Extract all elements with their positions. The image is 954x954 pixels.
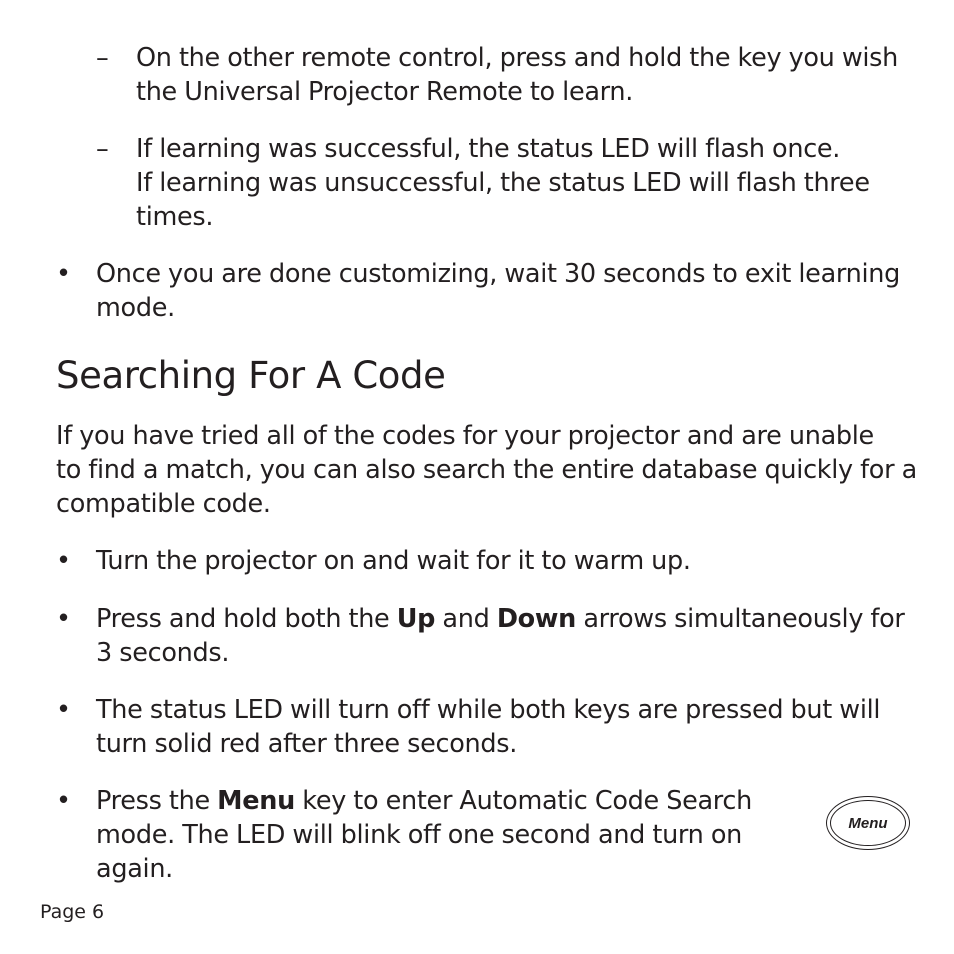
bullet-text [96,693,916,761]
bullet-hold-up-down [56,602,916,670]
text-line: the Universal Projector Remote to learn. [136,77,634,107]
section-heading: Searching For A Code [56,354,446,397]
text-line: If learning was unsuccessful, the status LED will flash three [136,168,870,198]
bullet-marker: • [56,604,71,634]
text-line: Turn the projector on and wait for it to warm up. [96,546,691,576]
bullet-text [96,257,916,325]
text-line: again. [96,854,173,884]
text-run: arrows simultaneously for [576,604,905,634]
bullet-text [96,602,916,670]
bullet-turn-on-projector [56,544,916,578]
intro-paragraph [56,419,936,521]
bullet-marker: • [56,695,71,725]
bullet-led-turns-off [56,693,916,761]
bullet-text [96,784,776,886]
text-line: If you have tried all of the codes for your projector and are unable [56,421,874,451]
bullet-press-menu [56,784,776,886]
bullet-marker: • [56,259,71,289]
text-line: times. [136,202,214,232]
text-line: 3 seconds. [96,638,230,668]
text-run: and [435,604,497,634]
sub-step-learn-key [96,41,916,109]
text-line: turn solid red after three seconds. [96,729,518,759]
bullet-text [96,544,916,578]
down-key-label: Down [496,604,577,634]
text-line: mode. [96,293,175,323]
bullet-marker: • [56,786,71,816]
menu-key-label: Menu [217,786,295,816]
text-line: Once you are done customizing, wait 30 seconds to exit learning [96,259,901,289]
up-key-label: Up [396,604,436,634]
text-line: compatible code. [56,489,271,519]
text-line: mode. The LED will blink off one second and turn on [96,820,743,850]
text-line: If learning was successful, the status LED will flash once. [136,134,841,164]
text-line: On the other remote control, press and hold the key you wish [136,43,899,73]
sub-step-learning-result [96,132,916,234]
text-run: key to enter Automatic Code Search [294,786,753,816]
text-line [96,602,916,636]
menu-key-icon [826,796,910,850]
page-number: Page 6 [40,901,105,923]
text-run: Press and hold both the [96,604,397,634]
text-line: The status LED will turn off while both keys are pressed but will [96,695,881,725]
bullet-exit-learning [56,257,916,325]
text-run: Press the [96,786,218,816]
text-line [96,784,776,818]
sub-step-text [136,132,916,234]
bullet-marker: • [56,546,71,576]
dash-marker: – [96,134,109,164]
sub-step-text [136,41,916,109]
menu-key-text: Menu [848,814,888,832]
dash-marker: – [96,43,109,73]
text-line: to find a match, you can also search the entire database quickly for a [56,455,917,485]
